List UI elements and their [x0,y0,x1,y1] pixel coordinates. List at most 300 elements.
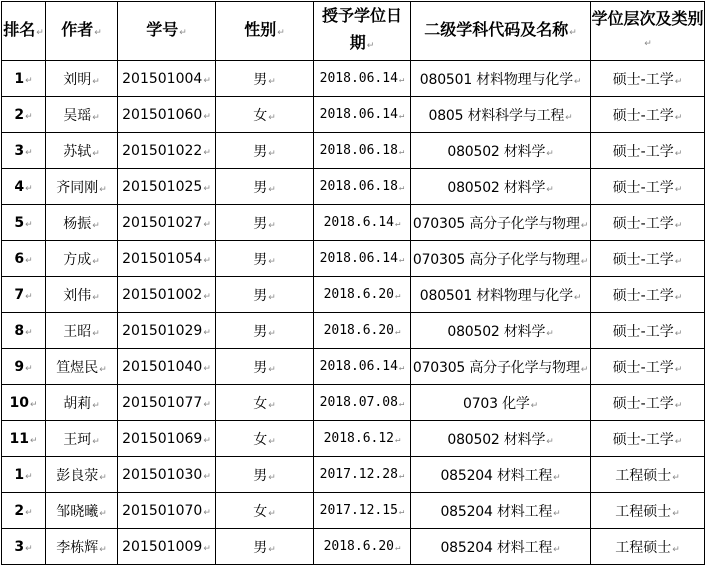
paragraph-mark-icon: ↵ [674,184,683,195]
cell-subject [411,313,591,349]
cell-student-id-text: 201501030 [122,466,203,483]
cell-level [591,61,705,97]
paragraph-mark-icon: ↵ [203,183,211,194]
paragraph-mark-icon: ↵ [674,436,683,447]
cell-student-id-text: 201501070 [122,502,203,519]
cell-rank [2,61,46,97]
cell-author [46,529,118,565]
paragraph-mark-icon: ↵ [203,255,211,266]
cell-rank-text: 1 [14,70,25,87]
paragraph-mark-icon: ↵ [25,111,33,122]
cell-degree-date [314,349,411,385]
cell-degree-date-text: 2018.6.20 [323,287,395,302]
paragraph-mark-icon: ↵ [203,399,211,410]
cell-gender [216,493,314,529]
cell-student-id [118,241,216,277]
paragraph-mark-icon: ↵ [395,219,401,229]
paragraph-mark-icon: ↵ [203,219,211,230]
header-rank: 排名↵ [2,2,46,61]
cell-subject [411,97,591,133]
paragraph-mark-icon: ↵ [395,327,401,337]
degree-table [1,1,705,565]
cell-gender-text: 女 [253,395,268,412]
cell-subject [411,61,591,97]
cell-degree-date-text: 2018.6.12 [323,431,395,446]
cell-level [591,97,705,133]
paragraph-mark-icon: ↵ [92,220,100,231]
paragraph-mark-icon: ↵ [203,435,211,446]
cell-rank-text: 9 [14,358,25,375]
paragraph-mark-icon: ↵ [203,507,211,518]
cell-level [591,349,705,385]
paragraph-mark-icon: ↵ [268,220,276,231]
table-row [2,97,705,133]
cell-author [46,241,118,277]
cell-gender [216,385,314,421]
cell-student-id [118,205,216,241]
paragraph-mark-icon: ↵ [99,364,107,375]
cell-subject-text: 070305 高分子化学与物理 [412,251,580,268]
cell-level-text: 硕士-工学 [612,323,674,340]
paragraph-mark-icon: ↵ [674,112,683,123]
paragraph-mark-icon: ↵ [674,256,683,267]
cell-rank [2,133,46,169]
cell-degree-date-text: 2018.06.18 [319,143,398,158]
paragraph-mark-icon: ↵ [398,255,405,265]
paragraph-mark-icon: ↵ [546,328,554,339]
table-row [2,133,705,169]
paragraph-mark-icon: ↵ [674,400,683,411]
cell-gender-text: 男 [253,359,268,376]
paragraph-mark-icon: ↵ [674,328,683,339]
cell-author-text: 王昭 [63,323,92,340]
cell-student-id-text: 201501009 [122,538,203,555]
cell-author-text: 刘伟 [63,287,92,304]
cell-degree-date [314,277,411,313]
cell-degree-date-text: 2018.06.14 [319,251,398,266]
paragraph-mark-icon: ↵ [92,256,100,267]
header-student-id: 学号↵ [118,2,216,61]
paragraph-mark-icon: ↵ [398,507,405,517]
cell-gender-text: 女 [253,431,268,448]
paragraph-mark-icon: ↵ [99,472,107,483]
cell-gender [216,421,314,457]
paragraph-mark-icon: ↵ [25,183,33,194]
cell-degree-date-text: 2017.12.28 [319,467,398,482]
table-row [2,61,705,97]
paragraph-mark-icon: ↵ [398,471,405,481]
paragraph-mark-icon: ↵ [92,436,100,447]
cell-degree-date-text: 2018.06.14 [319,71,398,86]
cell-gender-text: 男 [253,179,268,196]
paragraph-mark-icon: ↵ [99,508,107,519]
paragraph-mark-icon: ↵ [672,472,680,483]
cell-student-id-text: 201501002 [122,286,203,303]
cell-student-id [118,169,216,205]
paragraph-mark-icon: ↵ [25,327,33,338]
paragraph-mark-icon: ↵ [546,184,554,195]
cell-level [591,493,705,529]
paragraph-mark-icon: ↵ [580,364,589,375]
cell-rank-text: 8 [14,322,25,339]
header-degree-date: 授予学位日期↵ [314,2,411,61]
table-row [2,313,705,349]
cell-student-id [118,421,216,457]
cell-author [46,97,118,133]
cell-degree-date [314,205,411,241]
cell-level [591,241,705,277]
cell-subject-text: 080502 材料学 [447,323,546,340]
cell-level [591,529,705,565]
cell-student-id [118,529,216,565]
cell-author [46,493,118,529]
paragraph-mark-icon: ↵ [29,435,38,446]
cell-author [46,133,118,169]
cell-subject [411,169,591,205]
paragraph-mark-icon: ↵ [203,75,211,86]
paragraph-mark-icon: ↵ [672,544,680,555]
cell-level [591,457,705,493]
cell-gender [216,61,314,97]
cell-gender-text: 女 [253,107,268,124]
cell-subject-text: 080502 材料学 [447,179,546,196]
cell-author-text: 方成 [63,251,92,268]
paragraph-mark-icon: ↵ [674,364,683,375]
cell-level-text: 硕士-工学 [612,431,674,448]
paragraph-mark-icon: ↵ [398,399,405,409]
cell-gender [216,349,314,385]
paragraph-mark-icon: ↵ [268,112,276,123]
cell-student-id [118,133,216,169]
cell-subject [411,385,591,421]
cell-student-id-text: 201501025 [122,178,203,195]
cell-student-id-text: 201501027 [122,214,203,231]
cell-rank-text: 3 [14,538,25,555]
cell-degree-date [314,133,411,169]
paragraph-mark-icon: ↵ [92,328,100,339]
cell-rank-text: 7 [14,286,25,303]
cell-degree-date [314,241,411,277]
cell-rank [2,205,46,241]
cell-subject [411,241,591,277]
cell-student-id-text: 201501022 [122,142,203,159]
cell-level-text: 硕士-工学 [612,107,674,124]
header-gender: 性别↵ [216,2,314,61]
cell-level [591,313,705,349]
cell-rank [2,457,46,493]
paragraph-mark-icon: ↵ [398,75,405,85]
cell-rank [2,493,46,529]
cell-gender [216,277,314,313]
cell-author [46,277,118,313]
cell-student-id-text: 201501040 [122,358,203,375]
header-author: 作者↵ [46,2,118,61]
cell-author [46,61,118,97]
cell-rank-text: 2 [14,502,25,519]
cell-rank [2,277,46,313]
cell-subject-text: 0805 材料科学与工程 [428,107,565,124]
paragraph-mark-icon: ↵ [25,75,33,86]
cell-gender-text: 男 [253,323,268,340]
paragraph-mark-icon: ↵ [99,184,107,195]
cell-degree-date-text: 2018.07.08 [319,395,398,410]
paragraph-mark-icon: ↵ [25,363,33,374]
cell-subject [411,457,591,493]
paragraph-mark-icon: ↵ [580,256,589,267]
table-row [2,205,705,241]
paragraph-mark-icon: ↵ [674,148,683,159]
cell-level-text: 工程硕士 [615,539,672,556]
cell-student-id [118,349,216,385]
paragraph-mark-icon: ↵ [268,148,276,159]
paragraph-mark-icon: ↵ [573,292,582,303]
cell-subject-text: 070305 高分子化学与物理 [412,359,580,376]
cell-gender-text: 男 [253,215,268,232]
paragraph-mark-icon: ↵ [398,183,405,193]
cell-rank [2,385,46,421]
cell-author [46,313,118,349]
cell-rank [2,169,46,205]
cell-subject-text: 085204 材料工程 [440,539,553,556]
cell-author [46,421,118,457]
cell-author-text: 苏轼 [63,143,92,160]
cell-subject [411,133,591,169]
cell-degree-date-text: 2018.06.18 [319,179,398,194]
cell-student-id-text: 201501060 [122,106,203,123]
table-row [2,169,705,205]
cell-degree-date [314,313,411,349]
cell-gender-text: 男 [253,287,268,304]
cell-gender-text: 男 [253,251,268,268]
cell-level-text: 硕士-工学 [612,395,674,412]
cell-level [591,169,705,205]
paragraph-mark-icon: ↵ [203,327,211,338]
cell-subject [411,349,591,385]
cell-rank-text: 3 [14,142,25,159]
cell-rank [2,97,46,133]
cell-subject-text: 080502 材料学 [447,143,546,160]
paragraph-mark-icon: ↵ [395,435,401,445]
paragraph-mark-icon: ↵ [565,112,573,123]
cell-rank-text: 11 [9,430,29,447]
cell-degree-date [314,529,411,565]
cell-level [591,205,705,241]
paragraph-mark-icon: ↵ [25,255,33,266]
cell-subject-text: 080501 材料物理与化学 [419,287,573,304]
cell-subject-text: 085204 材料工程 [440,503,553,520]
cell-author-text: 杨振 [63,215,92,232]
cell-degree-date [314,385,411,421]
cell-student-id [118,277,216,313]
paragraph-mark-icon: ↵ [674,76,683,87]
paragraph-mark-icon: ↵ [395,543,401,553]
paragraph-mark-icon: ↵ [268,256,276,267]
cell-rank-text: 6 [14,250,25,267]
cell-level-text: 硕士-工学 [612,179,674,196]
cell-gender-text: 男 [253,143,268,160]
paragraph-mark-icon: ↵ [268,328,276,339]
cell-degree-date-text: 2018.6.20 [323,323,395,338]
cell-degree-date [314,61,411,97]
cell-gender-text: 男 [253,71,268,88]
cell-subject-text: 080501 材料物理与化学 [419,71,573,88]
cell-level-text: 硕士-工学 [612,143,674,160]
cell-author-text: 笪煜民 [56,359,99,376]
paragraph-mark-icon: ↵ [92,148,100,159]
paragraph-mark-icon: ↵ [25,543,33,554]
cell-gender [216,169,314,205]
cell-gender-text: 男 [253,467,268,484]
paragraph-mark-icon: ↵ [29,399,38,410]
table-row [2,529,705,565]
cell-subject-text: 070305 高分子化学与物理 [412,215,580,232]
cell-gender-text: 男 [253,539,268,556]
cell-subject-text: 0703 化学 [462,395,530,412]
paragraph-mark-icon: ↵ [553,472,561,483]
cell-student-id [118,493,216,529]
paragraph-mark-icon: ↵ [398,111,405,121]
header-level: 学位层次及类别↵ [591,2,705,61]
paragraph-mark-icon: ↵ [398,147,405,157]
cell-level-text: 硕士-工学 [612,71,674,88]
cell-rank [2,529,46,565]
cell-degree-date [314,457,411,493]
cell-subject [411,529,591,565]
paragraph-mark-icon: ↵ [25,147,33,158]
cell-level [591,277,705,313]
cell-rank [2,313,46,349]
cell-degree-date [314,97,411,133]
cell-level-text: 工程硕士 [615,503,672,520]
paragraph-mark-icon: ↵ [203,543,211,554]
cell-level-text: 硕士-工学 [612,359,674,376]
cell-student-id-text: 201501054 [122,250,203,267]
cell-author [46,457,118,493]
paragraph-mark-icon: ↵ [268,364,276,375]
cell-author [46,169,118,205]
cell-gender [216,457,314,493]
cell-degree-date-text: 2017.12.15 [319,503,398,518]
cell-degree-date [314,421,411,457]
cell-author-text: 邹晓曦 [56,503,99,520]
cell-level [591,133,705,169]
cell-author-text: 齐同刚 [56,179,99,196]
cell-author-text: 王珂 [63,431,92,448]
cell-subject-text: 085204 材料工程 [440,467,553,484]
table-row [2,493,705,529]
paragraph-mark-icon: ↵ [546,436,554,447]
cell-subject-text: 080502 材料学 [447,431,546,448]
paragraph-mark-icon: ↵ [268,76,276,87]
cell-student-id [118,457,216,493]
cell-gender [216,97,314,133]
paragraph-mark-icon: ↵ [268,508,276,519]
paragraph-mark-icon: ↵ [92,400,100,411]
paragraph-mark-icon: ↵ [25,291,33,302]
cell-subject [411,205,591,241]
paragraph-mark-icon: ↵ [395,291,401,301]
cell-degree-date-text: 2018.6.20 [323,539,395,554]
cell-level [591,421,705,457]
paragraph-mark-icon: ↵ [546,148,554,159]
paragraph-mark-icon: ↵ [203,147,211,158]
table-body [2,61,705,565]
cell-subject [411,421,591,457]
cell-rank-text: 5 [14,214,25,231]
paragraph-mark-icon: ↵ [268,472,276,483]
cell-author [46,349,118,385]
paragraph-mark-icon: ↵ [203,111,211,122]
cell-student-id [118,385,216,421]
paragraph-mark-icon: ↵ [25,507,33,518]
cell-rank [2,421,46,457]
cell-degree-date [314,493,411,529]
cell-gender [216,241,314,277]
paragraph-mark-icon: ↵ [25,471,33,482]
cell-student-id [118,313,216,349]
cell-author-text: 彭良荥 [56,467,99,484]
paragraph-mark-icon: ↵ [268,544,276,555]
table-row [2,241,705,277]
paragraph-mark-icon: ↵ [203,363,211,374]
cell-rank [2,349,46,385]
cell-student-id-text: 201501077 [122,394,203,411]
cell-rank-text: 1 [14,466,25,483]
paragraph-mark-icon: ↵ [573,76,582,87]
paragraph-mark-icon: ↵ [672,508,680,519]
cell-student-id-text: 201501004 [122,70,203,87]
cell-gender [216,313,314,349]
paragraph-mark-icon: ↵ [674,220,683,231]
cell-level-text: 硕士-工学 [612,215,674,232]
paragraph-mark-icon: ↵ [530,400,539,411]
paragraph-mark-icon: ↵ [553,508,561,519]
paragraph-mark-icon: ↵ [674,292,683,303]
paragraph-mark-icon: ↵ [25,219,33,230]
paragraph-mark-icon: ↵ [268,400,276,411]
paragraph-mark-icon: ↵ [268,436,276,447]
cell-subject [411,493,591,529]
paragraph-mark-icon: ↵ [580,220,589,231]
cell-gender [216,529,314,565]
paragraph-mark-icon: ↵ [203,291,211,302]
table-row [2,457,705,493]
cell-author [46,385,118,421]
cell-degree-date [314,169,411,205]
header-subject: 二级学科代码及名称↵ [411,2,591,61]
cell-degree-date-text: 2018.06.14 [319,359,398,374]
cell-level [591,385,705,421]
cell-student-id-text: 201501029 [122,322,203,339]
cell-rank-text: 10 [9,394,29,411]
cell-rank-text: 2 [14,106,25,123]
paragraph-mark-icon: ↵ [92,112,100,123]
paragraph-mark-icon: ↵ [268,292,276,303]
table-row [2,349,705,385]
table-row [2,385,705,421]
paragraph-mark-icon: ↵ [203,471,211,482]
cell-rank-text: 4 [14,178,25,195]
cell-degree-date-text: 2018.06.14 [319,107,398,122]
cell-student-id-text: 201501069 [122,430,203,447]
cell-author [46,205,118,241]
cell-degree-date-text: 2018.6.14 [323,215,395,230]
paragraph-mark-icon: ↵ [553,544,561,555]
table-header-row [2,2,705,61]
paragraph-mark-icon: ↵ [398,363,405,373]
paragraph-mark-icon: ↵ [99,544,107,555]
paragraph-mark-icon: ↵ [268,184,276,195]
